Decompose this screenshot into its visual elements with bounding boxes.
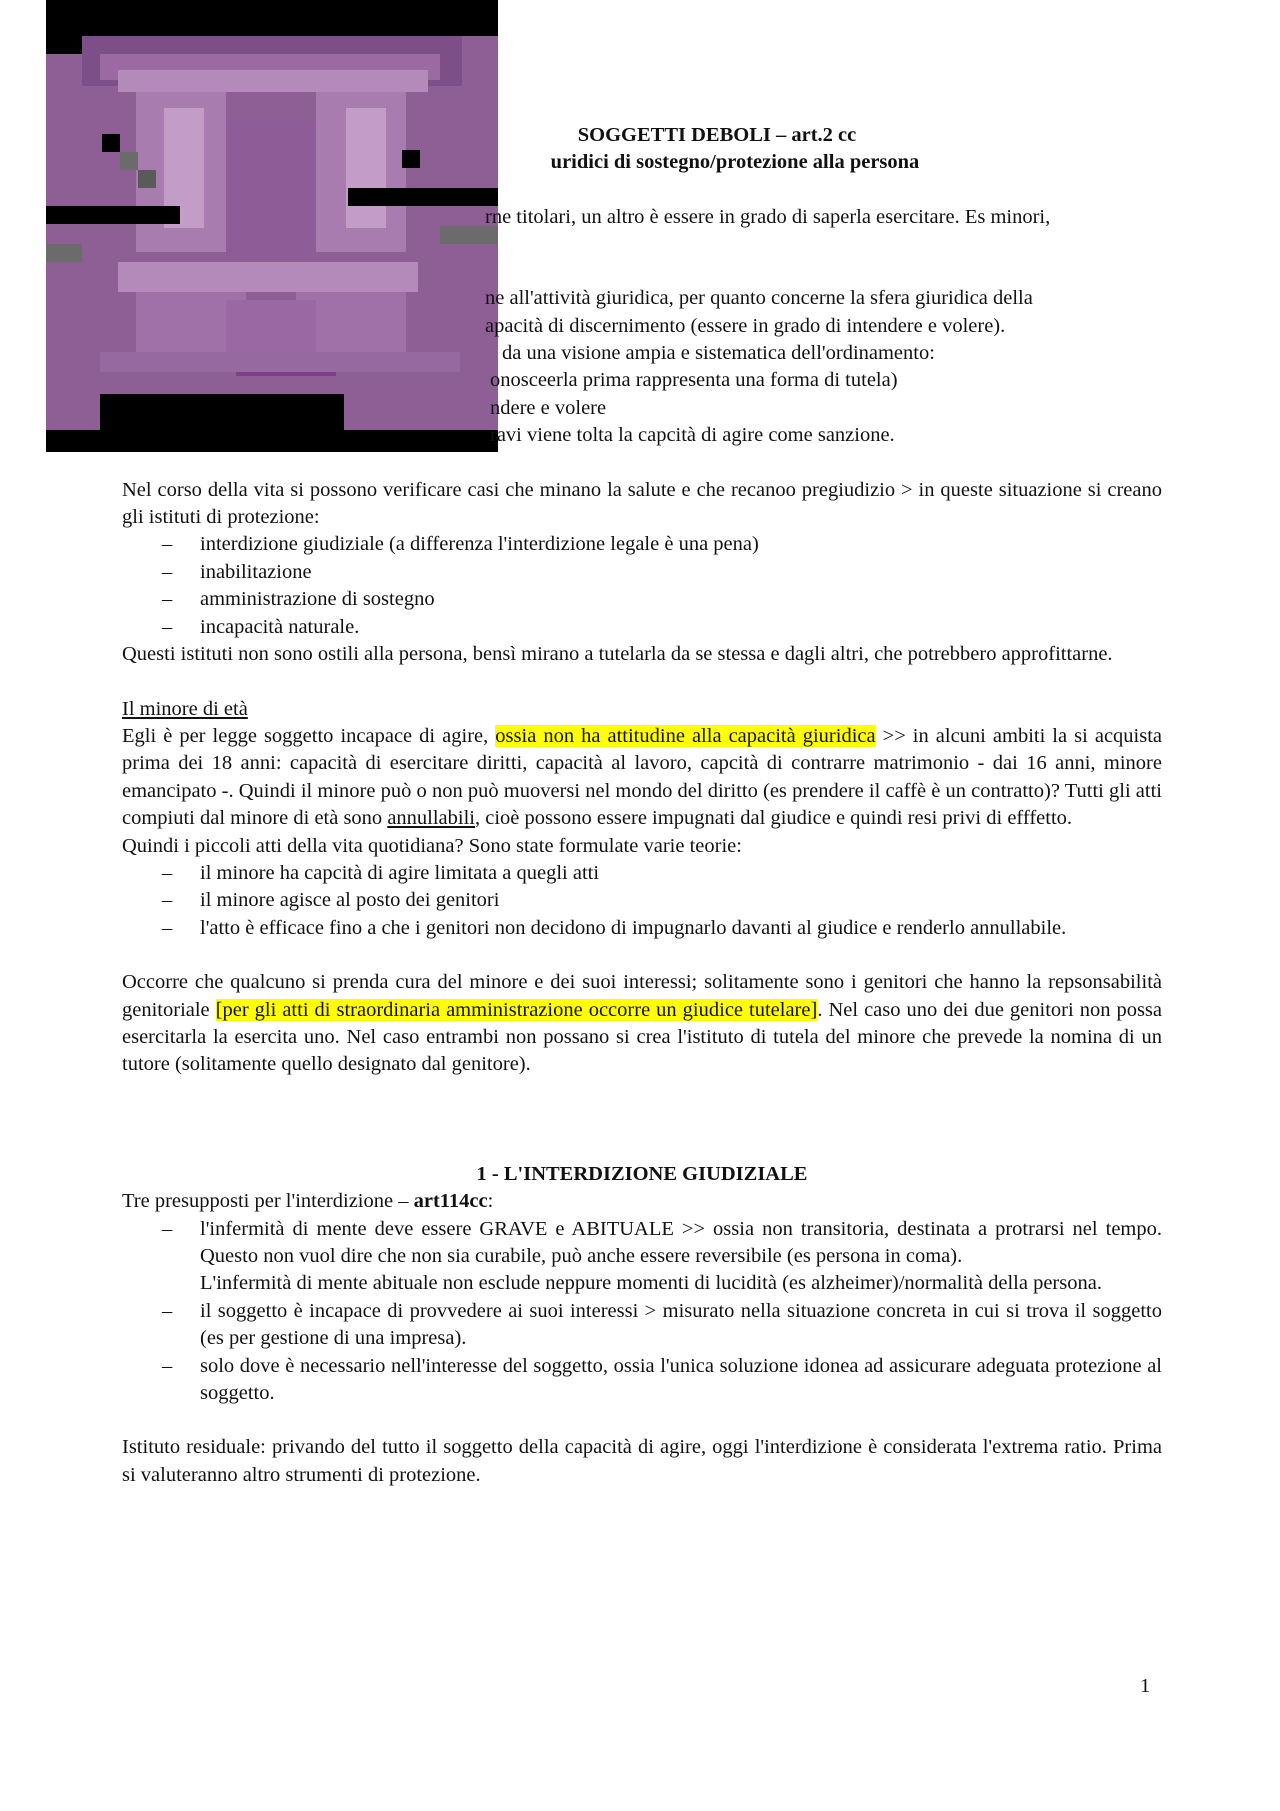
list-item: – il minore ha capcità di agire limitata a quegli atti	[122, 860, 1162, 887]
protection-list	[122, 531, 1162, 641]
minor-paragraph-3	[122, 969, 1162, 1079]
highlighted-text: ossia non ha attitudine alla capacità giuridica	[495, 724, 876, 747]
underlined-term: annullabili	[387, 807, 475, 830]
residual-paragraph: Istituto residuale: privando del tutto il soggetto della capacità di agire, oggi l'interdizione è considerata l'extrema ratio. Prima si valuteranno altro strumenti di protezione.	[122, 1436, 1162, 1486]
spacer	[122, 450, 1162, 477]
spacer	[122, 1407, 1162, 1434]
intro-line-4: da una visione ampia e sistematica dell'ordinamento:	[502, 342, 935, 365]
minor-text-a: Egli è per legge soggetto incapace di agire,	[122, 724, 496, 747]
spacer	[122, 258, 1162, 285]
page-number: 1	[1140, 1675, 1151, 1697]
list-item: – amministrazione di sostegno	[122, 586, 1162, 613]
minor-heading	[122, 696, 1162, 723]
list-item: – il soggetto è incapace di provvedere ai suoi interessi > misurato nella situazione concreta in cui si trova il soggetto (es per gestione di una impresa).	[122, 1298, 1162, 1353]
protection-closing: Questi istituti non sono ostili alla persona, bensì mirano a tutelarla da se stessa e dagli altri, che potrebbero approfittarne.	[122, 643, 1113, 666]
list-item: – incapacità naturale.	[122, 614, 1162, 641]
list-item: – l'atto è efficace fino a che i genitori non decidono di impugnarlo davanti al giudice e renderlo annullabile.	[122, 915, 1162, 942]
list-item: – interdizione giudiziale (a differenza l'interdizione legale è una pena)	[122, 531, 1162, 558]
page-subtitle: uridici di sostegno/protezione alla persona	[550, 151, 920, 174]
intro-line-6: ndere e volere	[490, 396, 607, 419]
intro-line-5: onosceerla prima rappresenta una forma di tutela)	[490, 369, 898, 392]
requirements-list	[122, 1216, 1162, 1408]
minor-paragraph-2: Quindi i piccoli atti della vita quotidiana? Sono state formulate varie teorie:	[122, 834, 742, 857]
intro-line-1: rne titolari, un altro è essere in grado di saperla esercitare. Es minori,	[485, 205, 1051, 228]
section-title: 1 - L'INTERDIZIONE GIUDIZIALE	[476, 1162, 808, 1185]
minor-paragraph-1	[122, 723, 1162, 833]
spacer	[122, 1079, 1162, 1161]
minor-text-b: >> in alcuni ambiti la si acquista prima dei 18 anni: capacità di esercitare diritti, capacità al lavoro, capcità di contrarre matrimonio - dai 16 anni, minore emancipato -. Quindi il minore può o non può muoversi nel mondo del diritto (es prendere il caffè è un contratto)? Tutti gli atti compiuti dal minore di età sono	[122, 724, 1163, 830]
minor-heading-text: Il minore di età	[122, 697, 248, 720]
protection-paragraph: Nel corso della vita si possono verificare casi che minano la salute e che recanoo pregiudizio > in queste situazione si creano gli istituti di protezione:	[122, 478, 1162, 529]
intro-line-2: ne all'attività giuridica, per quanto concerne la sfera giuridica della	[485, 287, 1033, 310]
document-body	[122, 122, 1162, 1489]
spacer	[122, 177, 1162, 204]
list-item: – inabilitazione	[122, 559, 1162, 586]
spacer	[122, 669, 1162, 696]
requirement-1-note: L'infermità di mente abituale non esclude neppure momenti di lucidità (es alzheimer)/normalità della persona.	[200, 1272, 1102, 1295]
article-reference: art114cc	[413, 1190, 488, 1213]
page-title: SOGGETTI DEBOLI – art.2 cc	[577, 124, 857, 146]
minor-text-c: , cioè possono essere impugnati dal giudice e quindi resi privi di efffetto.	[475, 807, 1073, 830]
minor-text-d: Occorre che qualcuno si prenda cura del minore e dei suoi interessi; solitamente sono i genitori che hanno la repsonsabilità genitoriale	[122, 971, 1162, 1021]
list-item: – solo dove è necessario nell'interesse del soggetto, ossia l'unica soluzione idonea ad assicurare adeguata protezione al soggetto.	[122, 1353, 1162, 1408]
intro-line-3: apacità di discernimento (essere in grado di intendere e volere).	[485, 314, 1006, 337]
minor-text-e: . Nel caso uno dei due genitori non possa esercitarla la esercita uno. Nel caso entrambi non possano si crea l'istituto di tutela del minore che prevede la nomina di un tutore (solitamente quello designato dal genitore).	[122, 998, 1163, 1076]
theories-list	[122, 860, 1162, 942]
interdiction-intro-colon: :	[487, 1190, 494, 1213]
list-item	[122, 1216, 1162, 1298]
highlighted-text: [per gli atti di straordinaria amministrazione occorre un giudice tutelare]	[215, 998, 818, 1021]
spacer	[122, 231, 1162, 258]
interdiction-intro	[122, 1188, 1162, 1215]
spacer	[122, 942, 1162, 969]
list-item: – il minore agisce al posto dei genitori	[122, 887, 1162, 914]
interdiction-intro-text: Tre presupposti per l'interdizione –	[122, 1190, 414, 1213]
intro-line-7: ravi viene tolta la capcità di agire come sanzione.	[490, 424, 895, 447]
requirement-1-text: l'infermità di mente deve essere GRAVE e ABITUALE >> ossia non transitoria, destinata a protrarsi nel tempo. Questo non vuol dire che non sia curabile, può anche essere reversibile (es persona in coma).	[200, 1217, 1162, 1267]
